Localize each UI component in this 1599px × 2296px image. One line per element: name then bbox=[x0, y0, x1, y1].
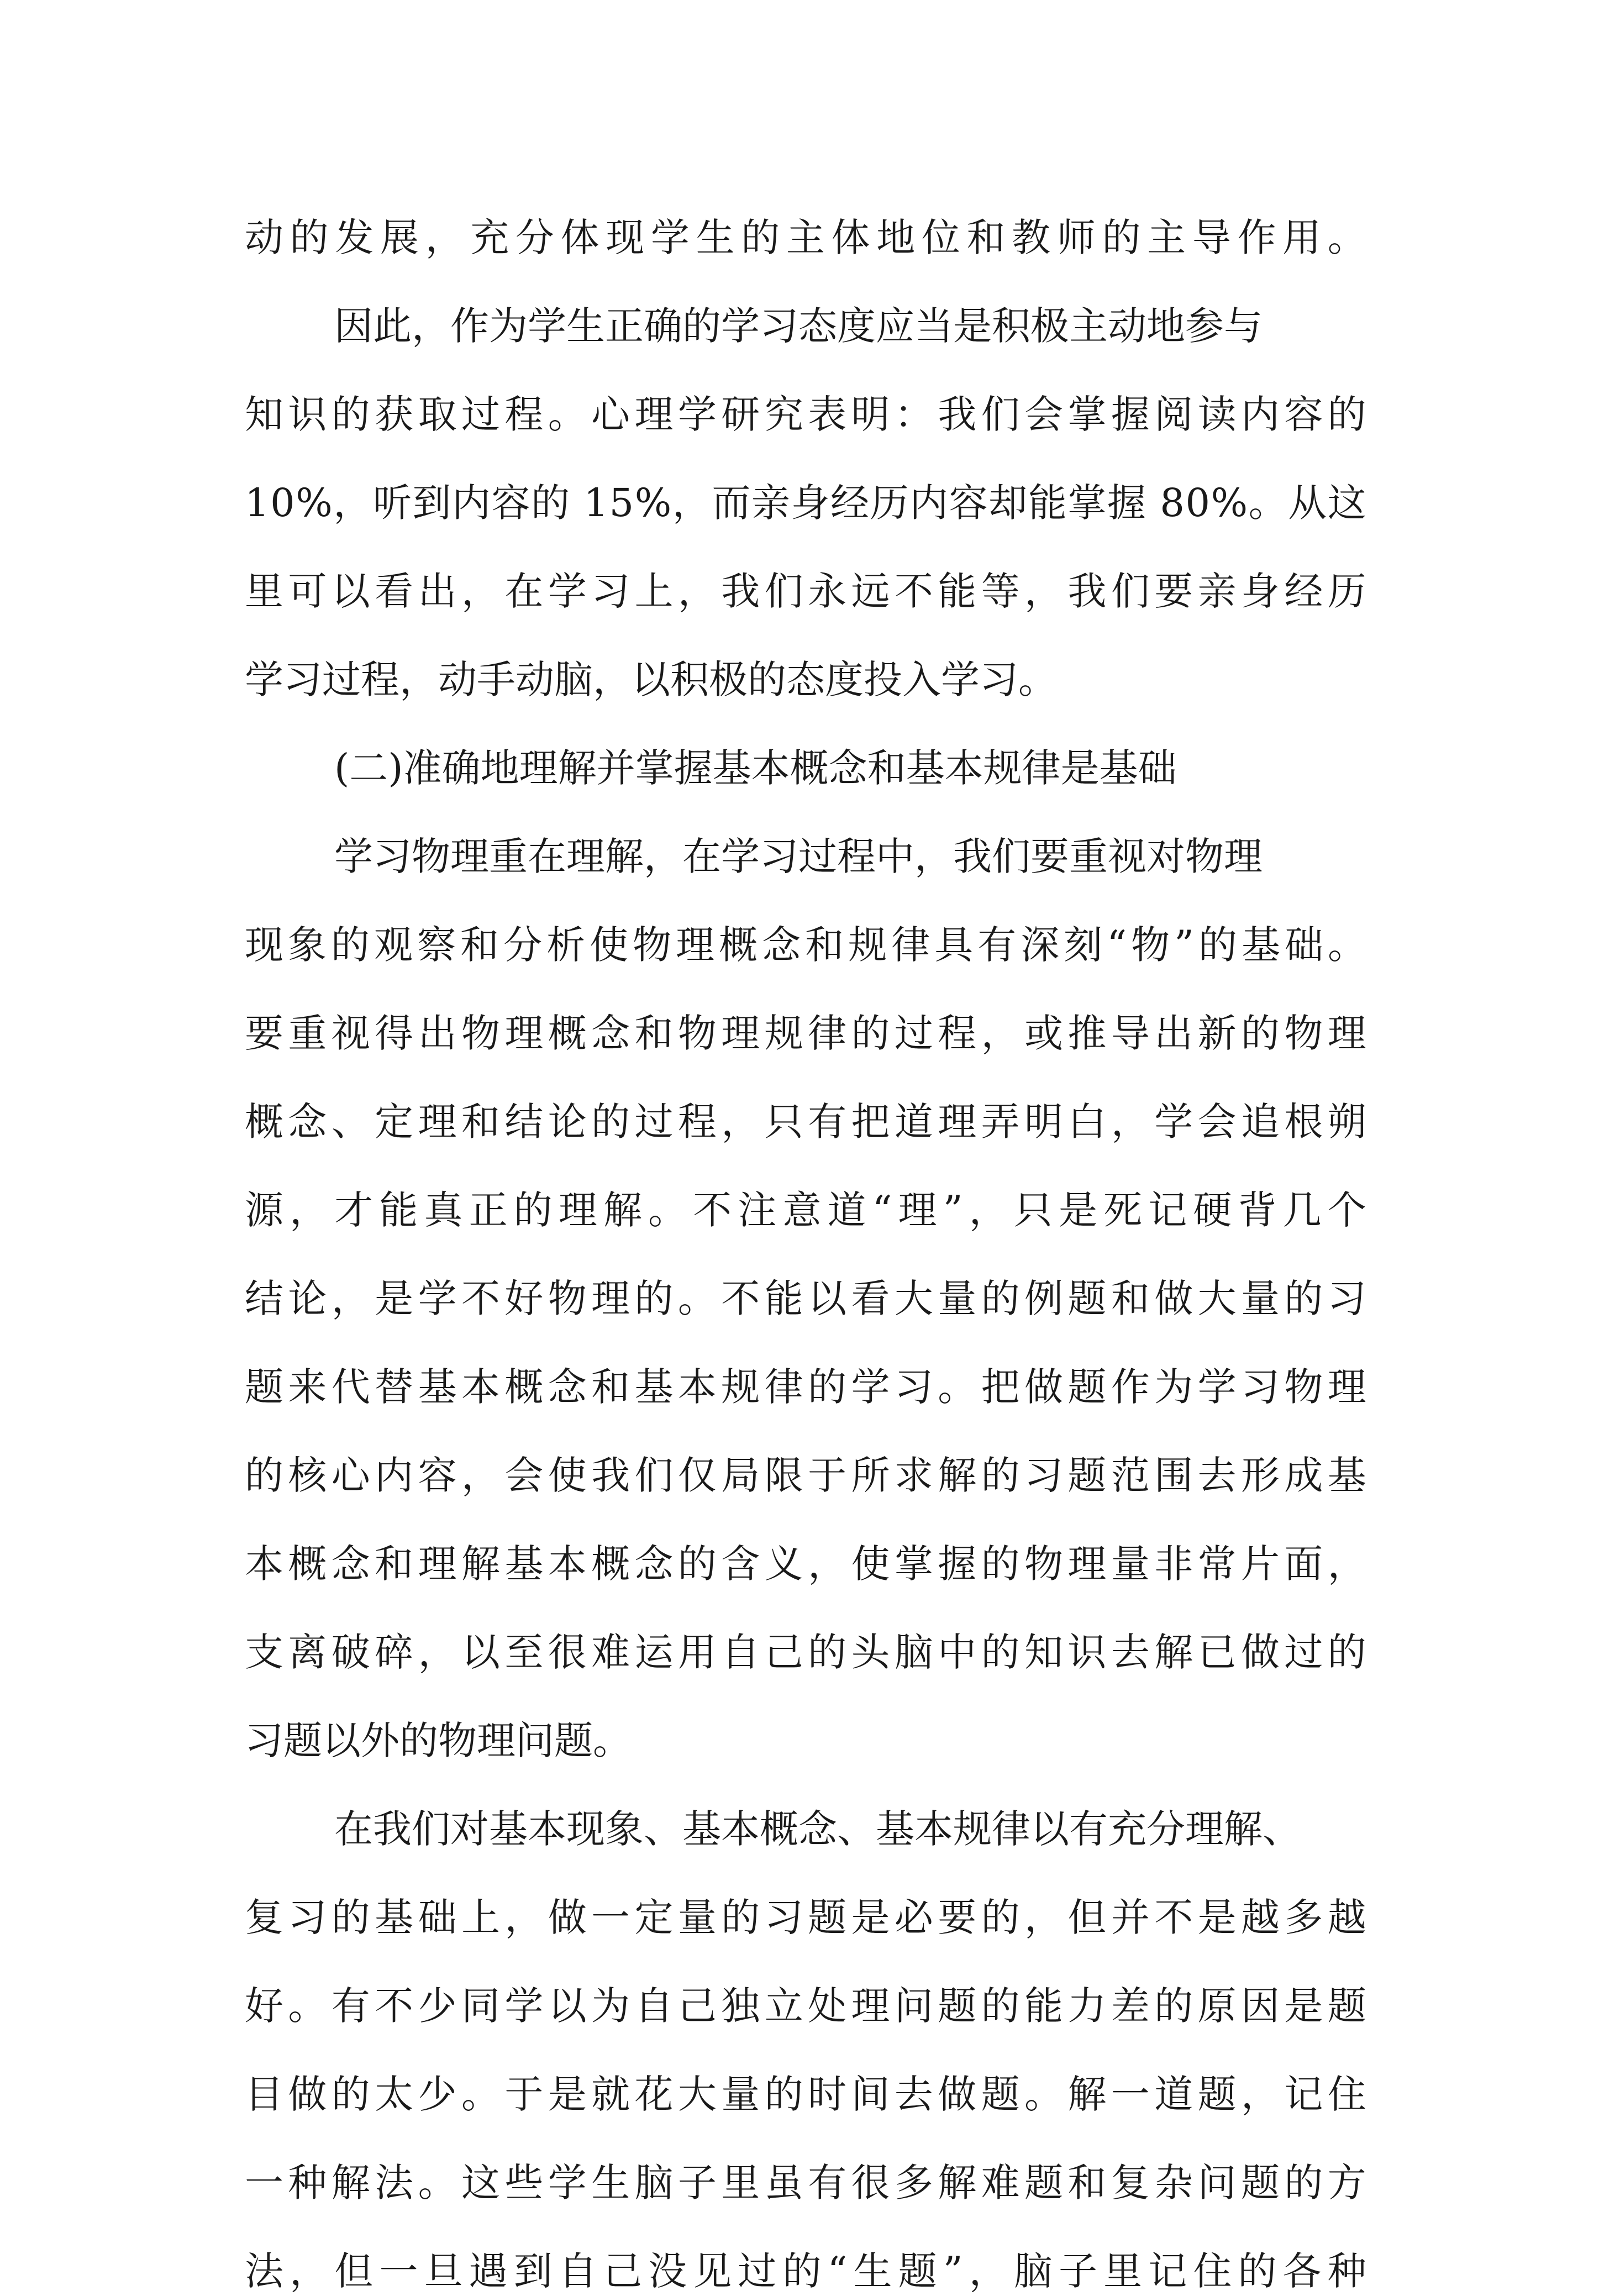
paragraph-first-line: 学习物理重在理解，在学习过程中，我们要重视对物理 bbox=[334, 834, 1263, 879]
text-line: 一 种 解 法 。 这 些 学 生 脑 子 里 虽 有 很 多 解 难 题 和 复 杂 问 题 的 方 bbox=[245, 2160, 1366, 2205]
section-heading: (二)准确地理解并掌握基本概念和基本规律是基础 bbox=[334, 745, 1177, 791]
text-line: 动 的 发 展 ， 充 分 体 现 学 生 的 主 体 地 位 和 教 师 的 主 导 作 用 。 bbox=[245, 215, 1366, 260]
paragraph-first-line: 在我们对基本现象、基本概念、基本规律以有充分理解、 bbox=[334, 1806, 1301, 1852]
text-line: 的 核 心 内 容 ， 会 使 我 们 仅 局 限 于 所 求 解 的 习 题 范 围 去 形 成 基 bbox=[245, 1453, 1366, 1498]
text-line: 现 象 的 观 察 和 分 析 使 物 理 概 念 和 规 律 具 有 深 刻 “ 物 ” 的 基 础 。 bbox=[245, 922, 1366, 968]
text-line: 概 念 、 定 理 和 结 论 的 过 程 ， 只 有 把 道 理 弄 明 白 ， 学 会 追 根 朔 bbox=[245, 1099, 1366, 1144]
text-line: 目 做 的 太 少 。 于 是 就 花 大 量 的 时 间 去 做 题 。 解 一 道 题 ， 记 住 bbox=[245, 2072, 1366, 2117]
text-line: 1 0 % ， 听 到 内 容 的 1 5 % ， 而 亲 身 经 历 内 容 却 能 掌 握 8 0 % 。 从 这 bbox=[245, 480, 1366, 526]
text-line: 要 重 视 得 出 物 理 概 念 和 物 理 规 律 的 过 程 ， 或 推 导 出 新 的 物 理 bbox=[245, 1011, 1366, 1056]
text-line: 结 论 ， 是 学 不 好 物 理 的 。 不 能 以 看 大 量 的 例 题 和 做 大 量 的 习 bbox=[245, 1276, 1366, 1321]
text-line: 习题以外的物理问题。 bbox=[245, 1718, 632, 1763]
paragraph-first-line: 因此，作为学生正确的学习态度应当是积极主动地参与 bbox=[334, 303, 1263, 349]
text-line: 知 识 的 获 取 过 程 。 心 理 学 研 究 表 明 ： 我 们 会 掌 握 阅 读 内 容 的 bbox=[245, 392, 1366, 437]
text-line: 学习过程，动手动脑，以积极的态度投入学习。 bbox=[245, 657, 1057, 702]
text-line: 本 概 念 和 理 解 基 本 概 念 的 含 义 ， 使 掌 握 的 物 理 量 非 常 片 面 ， bbox=[245, 1541, 1366, 1586]
text-line: 源 ， 才 能 真 正 的 理 解 。 不 注 意 道 “ 理 ” ， 只 是 死 记 硬 背 几 个 bbox=[245, 1188, 1366, 1233]
text-line: 支 离 破 碎 ， 以 至 很 难 运 用 自 己 的 头 脑 中 的 知 识 去 解 已 做 过 的 bbox=[245, 1630, 1366, 1675]
text-line: 好 。 有 不 少 同 学 以 为 自 己 独 立 处 理 问 题 的 能 力 差 的 原 因 是 题 bbox=[245, 1983, 1366, 2029]
text-line: 里 可 以 看 出 ， 在 学 习 上 ， 我 们 永 远 不 能 等 ， 我 们 要 亲 身 经 历 bbox=[245, 569, 1366, 614]
text-line: 题 来 代 替 基 本 概 念 和 基 本 规 律 的 学 习 。 把 做 题 作 为 学 习 物 理 bbox=[245, 1364, 1366, 1410]
text-line-clipped: 法 ， 但 一 旦 遇 到 自 己 没 见 过 的 “ 生 题 ” ， 脑 子 里 记 住 的 各 种 bbox=[245, 2248, 1366, 2294]
text-line: 复 习 的 基 础 上 ， 做 一 定 量 的 习 题 是 必 要 的 ， 但 并 不 是 越 多 越 bbox=[245, 1895, 1366, 1940]
